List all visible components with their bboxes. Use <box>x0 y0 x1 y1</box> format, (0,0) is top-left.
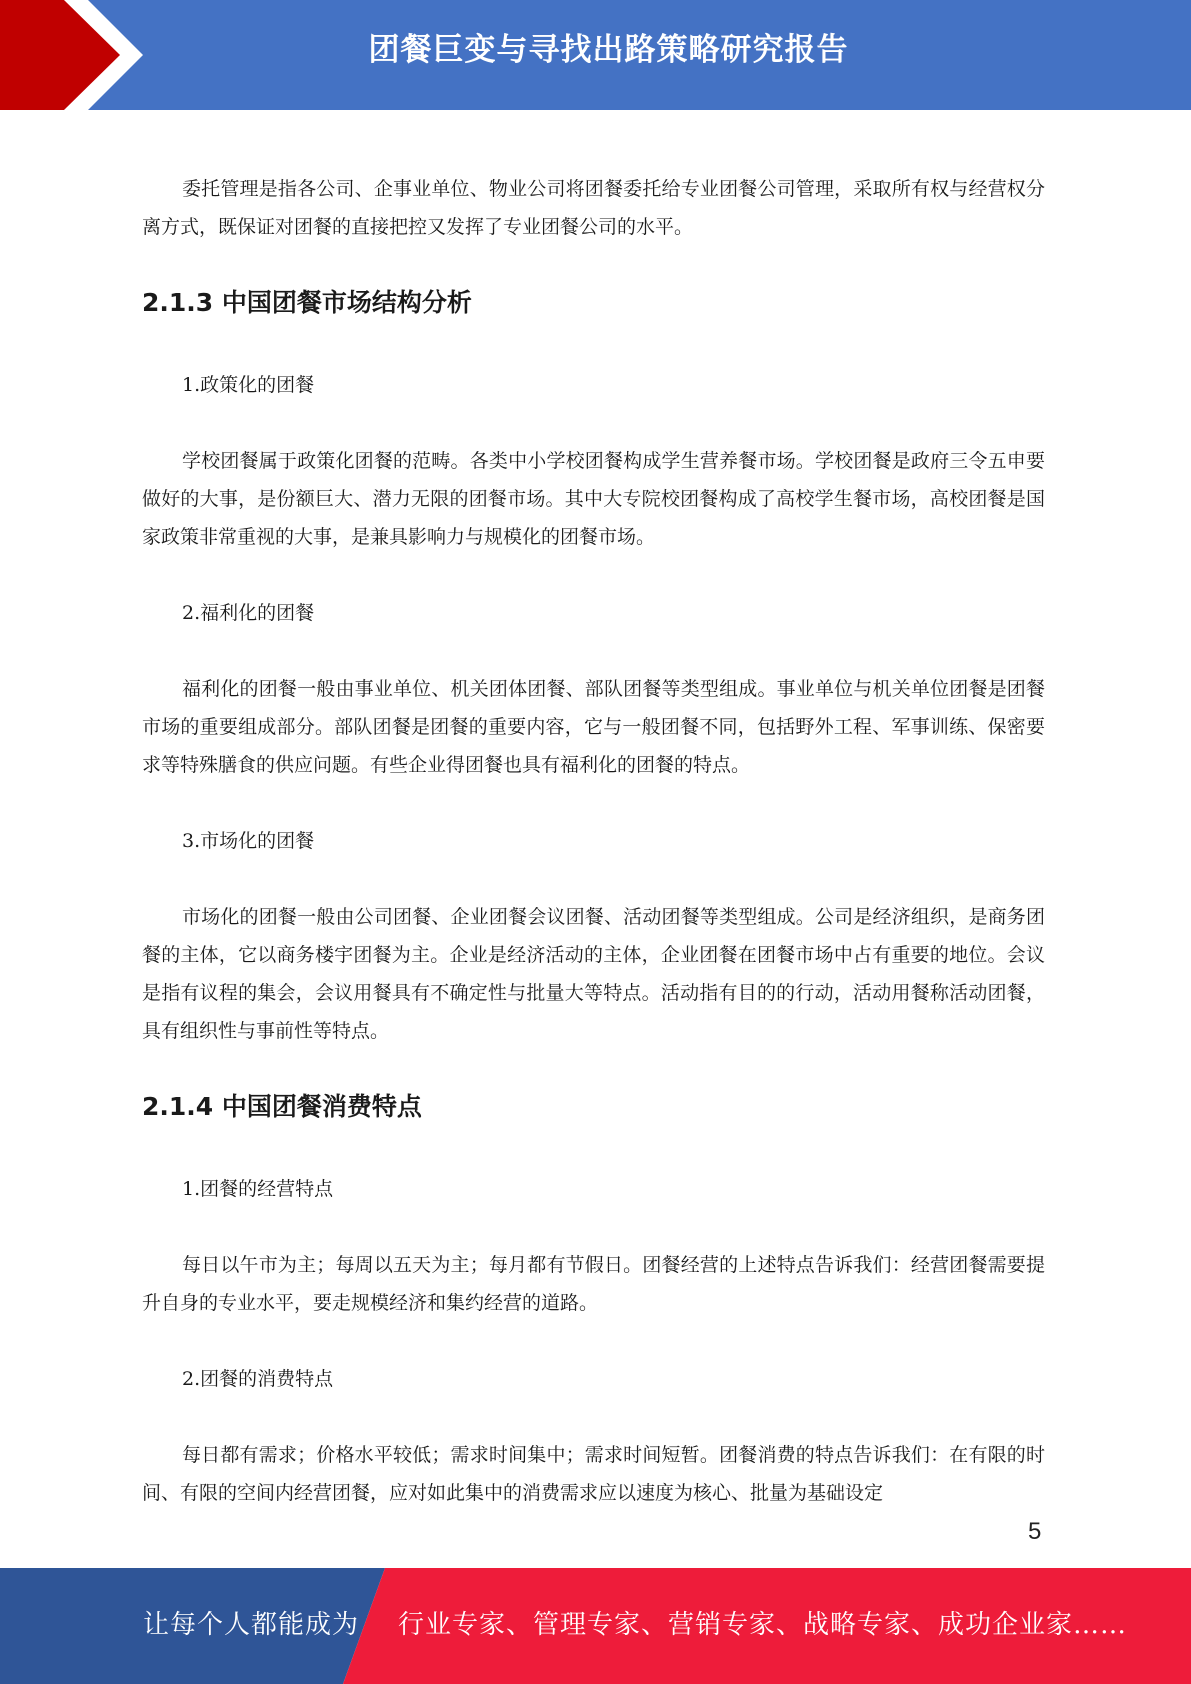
subitem-title: 3.市场化的团餐 <box>182 830 315 852</box>
subitem-paragraph: 每日都有需求；价格水平较低；需求时间集中；需求时间短暂。团餐消费的特点告诉我们：在有限的时间、有限的空间内经营团餐，应对如此集中的消费需求应以速度为核心、批量为基础设定 <box>142 1444 1045 1504</box>
section-heading-2-1-3: 2.1.3 中国团餐市场结构分析 <box>142 288 472 317</box>
footer-slogan-left: 让每个人都能成为 <box>143 1610 360 1640</box>
subitem-paragraph: 学校团餐属于政策化团餐的范畴。各类中小学校团餐构成学生营养餐市场。学校团餐是政府三令五申要做好的大事，是份额巨大、潜力无限的团餐市场。其中大专院校团餐构成了高校学生餐市场，高校团餐是国家政策非常重视的大事，是兼具影响力与规模化的团餐市场。 <box>142 450 1045 548</box>
subitem-title: 1.团餐的经营特点 <box>182 1178 334 1200</box>
intro-paragraph: 委托管理是指各公司、企事业单位、物业公司将团餐委托给专业团餐公司管理，采取所有权与经营权分离方式，既保证对团餐的直接把控又发挥了专业团餐公司的水平。 <box>142 178 1045 238</box>
report-title: 团餐巨变与寻找出路策略研究报告 <box>368 32 849 68</box>
page-content <box>142 170 1045 1512</box>
subitem-title: 1.政策化的团餐 <box>182 374 315 396</box>
subitem-paragraph: 市场化的团餐一般由公司团餐、企业团餐会议团餐、活动团餐等类型组成。公司是经济组织，是商务团餐的主体，它以商务楼宇团餐为主。企业是经济活动的主体，企业团餐在团餐市场中占有重要的地位。会议是指有议程的集会，会议用餐具有不确定性与批量大等特点。活动指有目的的行动，活动用餐称活动团餐，具有组织性与事前性等特点。 <box>142 906 1045 1042</box>
subitem-paragraph: 福利化的团餐一般由事业单位、机关团体团餐、部队团餐等类型组成。事业单位与机关单位团餐是团餐市场的重要组成部分。部队团餐是团餐的重要内容，它与一般团餐不同，包括野外工程、军事训练、保密要求等特殊膳食的供应问题。有些企业得团餐也具有福利化的团餐的特点。 <box>142 678 1045 776</box>
subitem-title: 2.团餐的消费特点 <box>182 1368 334 1390</box>
section-heading-2-1-4: 2.1.4 中国团餐消费特点 <box>142 1092 422 1121</box>
page-header <box>0 0 1191 110</box>
footer-slogan-right: 行业专家、管理专家、营销专家、战略专家、成功企业家…… <box>398 1610 1128 1640</box>
page-footer <box>0 1568 1191 1684</box>
subitem-title: 2.福利化的团餐 <box>182 602 315 624</box>
page-number: 5 <box>1028 1518 1042 1545</box>
subitem-paragraph: 每日以午市为主；每周以五天为主；每月都有节假日。团餐经营的上述特点告诉我们：经营团餐需要提升自身的专业水平，要走规模经济和集约经营的道路。 <box>142 1254 1045 1314</box>
